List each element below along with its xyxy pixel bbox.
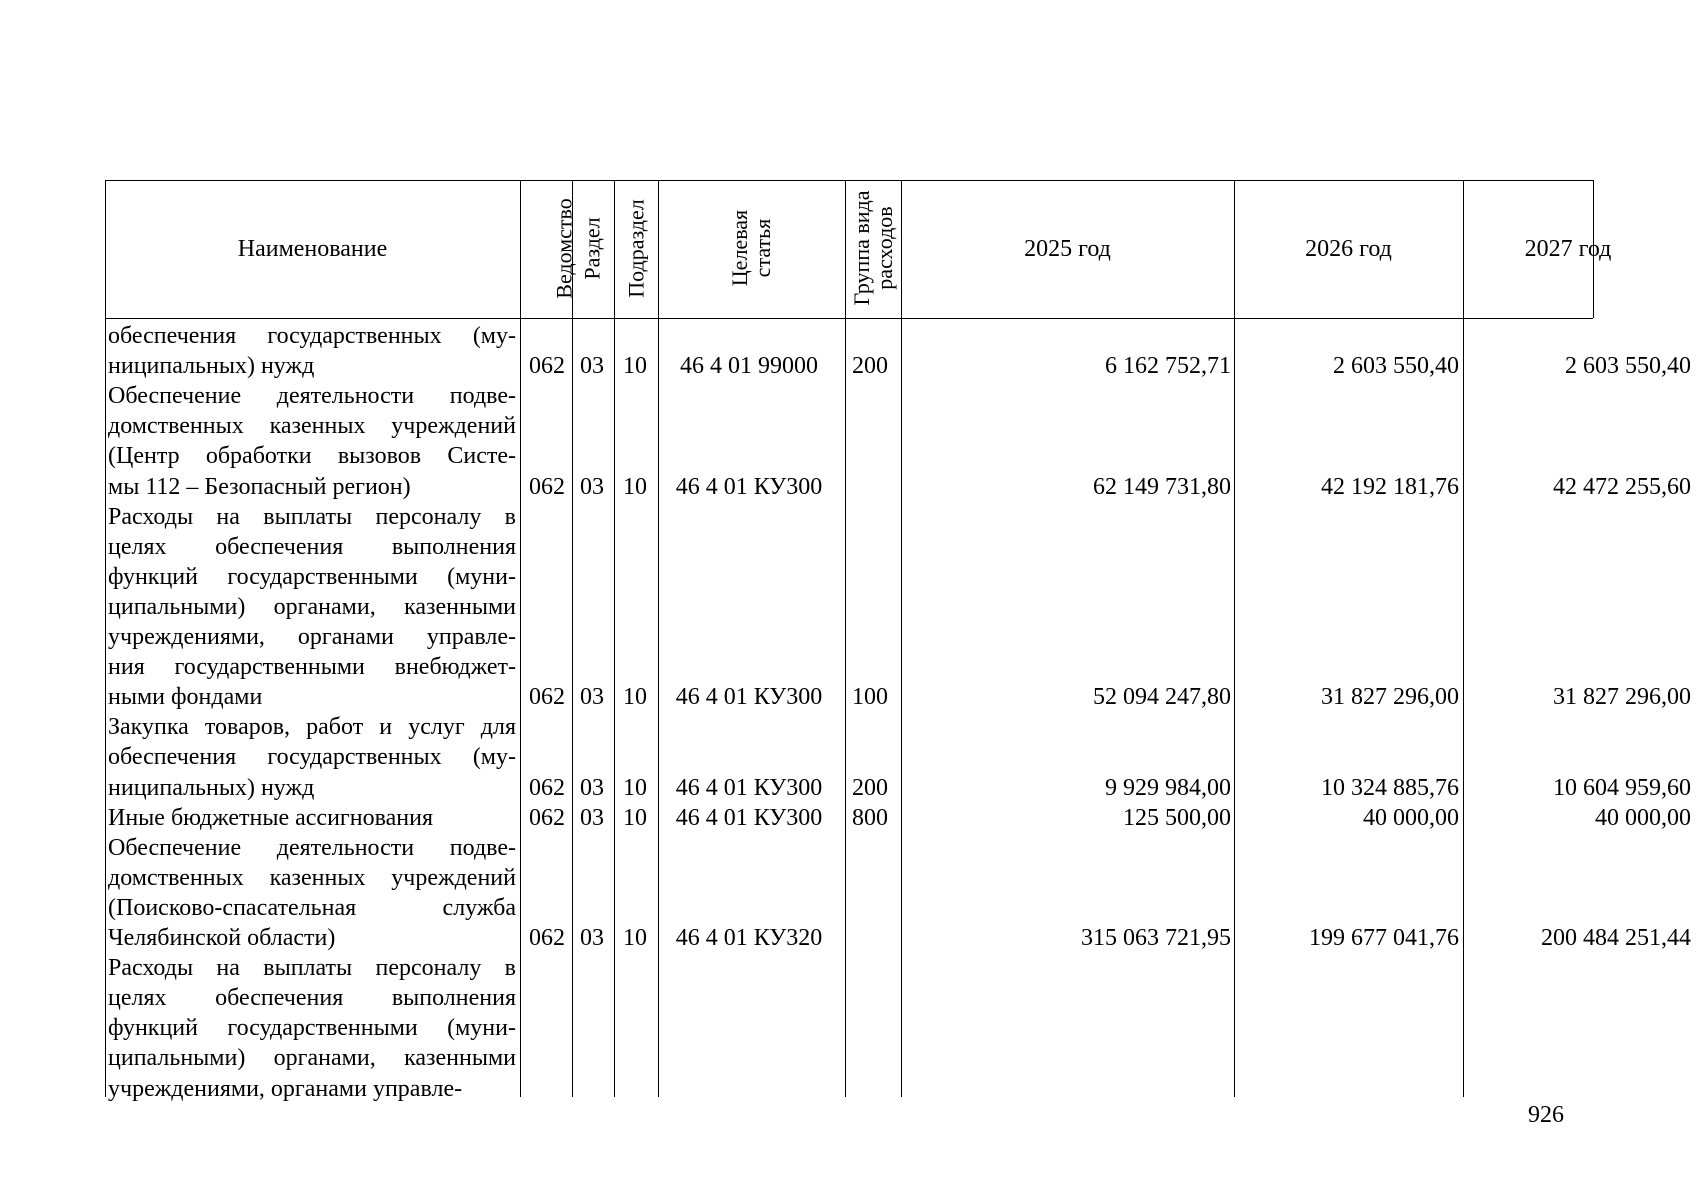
row-section: 03 xyxy=(580,774,604,801)
header-name xyxy=(105,180,520,318)
row-target-article: 46 4 01 КУ300 xyxy=(675,804,823,831)
row-subsection: 10 xyxy=(623,804,647,831)
row-department: 062 xyxy=(529,473,565,500)
row-amount-2026: 40 000,00 xyxy=(1363,804,1459,831)
row-amount-2027: 2 603 550,40 xyxy=(1565,353,1691,380)
row-name-line: домственных казенных учреждений xyxy=(108,413,516,440)
row-name-line: ципальными) органами, казенными xyxy=(108,593,516,620)
row-target-article: 46 4 01 КУ300 xyxy=(675,684,823,711)
header-bottom-border xyxy=(105,318,1593,319)
header-department-text: Ведомство xyxy=(551,198,577,299)
row-subsection: 10 xyxy=(623,353,647,380)
row-amount-2026: 2 603 550,40 xyxy=(1333,353,1459,380)
row-department: 062 xyxy=(529,925,565,951)
header-2025: 2025 год xyxy=(1024,236,1111,262)
row-amount-2027: 200 484 251,44 xyxy=(1541,925,1691,951)
row-name-line: Закупка товаров, работ и услуг для xyxy=(108,714,516,741)
row-name-line: Иные бюджетные ассигнования xyxy=(108,804,433,831)
row-amount-2026: 199 677 041,76 xyxy=(1309,925,1459,951)
row-name-line: Расходы на выплаты персоналу в xyxy=(108,955,516,982)
row-section: 03 xyxy=(580,473,604,500)
row-subsection: 10 xyxy=(623,684,647,711)
header-target-article-text: Целевая статья xyxy=(727,209,775,287)
row-expense-group: 200 xyxy=(852,774,888,801)
row-name-line: Расходы на выплаты персоналу в xyxy=(108,503,516,530)
row-name-line: целях обеспечения выполнения xyxy=(108,985,516,1012)
budget-table xyxy=(105,180,1691,1102)
row-section: 03 xyxy=(580,804,604,831)
row-name-line: ными фондами xyxy=(108,684,263,711)
row-department: 062 xyxy=(529,804,565,831)
row-name-line: ниципальных) нужд xyxy=(108,353,315,380)
row-department: 062 xyxy=(529,684,565,711)
row-section: 03 xyxy=(580,353,604,380)
row-amount-2025: 315 063 721,95 xyxy=(1081,925,1231,951)
row-name-line: ния государственными внебюджет- xyxy=(108,654,516,681)
col-border-department xyxy=(572,180,573,1097)
row-name-line: ципальными) органами, казенными xyxy=(108,1045,516,1072)
header-expense-group-text: Группа вида расходов xyxy=(849,190,897,306)
header-subsection-text: Подраздел xyxy=(623,199,649,298)
row-name-line: (Поисково-спасательная служба xyxy=(108,894,516,921)
row-department: 062 xyxy=(529,774,565,801)
row-section: 03 xyxy=(580,925,604,951)
row-subsection: 10 xyxy=(623,925,647,951)
row-amount-2025: 125 500,00 xyxy=(1123,804,1231,831)
row-name-line: обеспечения государственных (му- xyxy=(108,323,516,349)
row-target-article: 46 4 01 КУ300 xyxy=(675,473,823,500)
row-amount-2026: 10 324 885,76 xyxy=(1321,774,1459,801)
row-subsection: 10 xyxy=(623,774,647,801)
row-amount-2027: 10 604 959,60 xyxy=(1553,774,1691,801)
row-name-line: функций государственными (муни- xyxy=(108,563,516,590)
row-amount-2027: 42 472 255,60 xyxy=(1553,473,1691,500)
row-amount-2027: 31 827 296,00 xyxy=(1553,684,1691,711)
row-name-line: обеспечения государственных (му- xyxy=(108,744,516,771)
row-name-line: Обеспечение деятельности подве- xyxy=(108,383,516,410)
row-amount-2025: 6 162 752,71 xyxy=(1105,353,1231,380)
row-expense-group: 200 xyxy=(852,353,888,380)
row-name-line: функций государственными (муни- xyxy=(108,1015,516,1042)
row-target-article: 46 4 01 КУ300 xyxy=(675,774,823,801)
row-name-line: учреждениями, органами управле- xyxy=(108,624,516,650)
row-name-line: домственных казенных учреждений xyxy=(108,864,516,891)
row-department: 062 xyxy=(529,353,565,380)
row-name-line: Обеспечение деятельности подве- xyxy=(108,834,516,861)
row-name-line: целях обеспечения выполнения xyxy=(108,533,516,560)
row-name-line: (Центр обработки вызовов Систе- xyxy=(108,443,516,470)
header-expense-group xyxy=(845,180,901,318)
row-target-article: 46 4 01 КУ320 xyxy=(675,925,823,951)
row-target-article: 46 4 01 99000 xyxy=(680,353,818,380)
header-section-text: Раздел xyxy=(579,217,605,280)
row-expense-group: 800 xyxy=(852,804,888,831)
header-2027: 2027 год xyxy=(1524,236,1612,262)
row-name-line: мы 112 – Безопасный регион) xyxy=(108,473,411,500)
page-number: 926 xyxy=(1528,1102,1564,1128)
header-2026: 2026 год xyxy=(1305,236,1392,262)
row-amount-2026: 42 192 181,76 xyxy=(1321,473,1459,500)
row-amount-2026: 31 827 296,00 xyxy=(1321,684,1459,711)
row-name-line: Челябинской области) xyxy=(108,925,336,951)
row-amount-2025: 62 149 731,80 xyxy=(1093,473,1231,500)
header-target-article xyxy=(658,180,845,318)
row-amount-2027: 40 000,00 xyxy=(1595,804,1691,831)
row-name-line: учреждениями, органами управле- xyxy=(108,1075,463,1102)
row-amount-2025: 52 094 247,80 xyxy=(1093,684,1231,711)
row-subsection: 10 xyxy=(623,473,647,500)
header-name-text: Наименование xyxy=(237,236,388,262)
row-section: 03 xyxy=(580,684,604,711)
col-border-section xyxy=(614,180,615,1097)
row-amount-2025: 9 929 984,00 xyxy=(1105,774,1231,801)
row-name-line: ниципальных) нужд xyxy=(108,774,315,801)
row-expense-group: 100 xyxy=(852,684,888,711)
col-border-name xyxy=(520,180,521,1097)
